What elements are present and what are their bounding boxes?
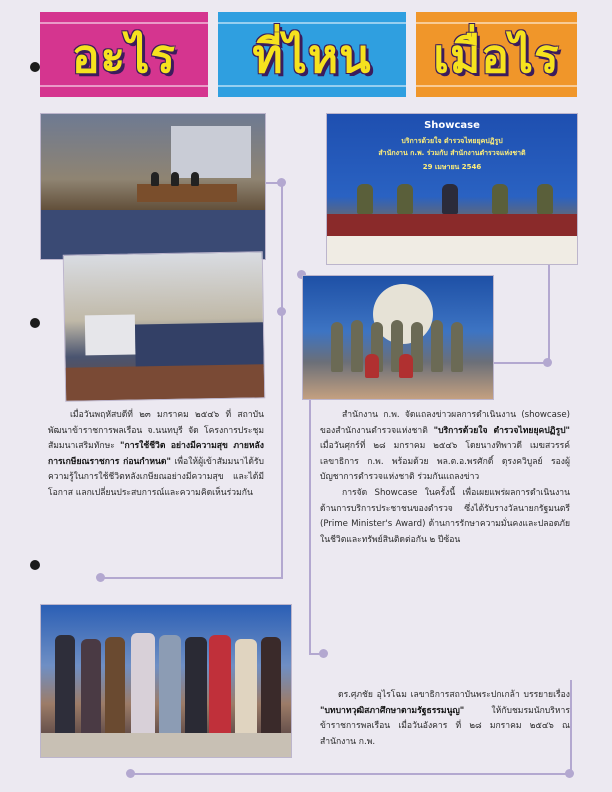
lecture-group-photo bbox=[40, 604, 292, 758]
connector-dot bbox=[96, 573, 105, 582]
connector-dot bbox=[543, 358, 552, 367]
binder-hole bbox=[30, 62, 40, 72]
showcase-p1-part-1: สำนักงาน ก.พ. จัดแถลงข่าวผลการดำเนินงาน (showcase) ของสำนักงานตำรวจแห่งชาติ bbox=[320, 410, 570, 436]
seminar-text-part-2: เพื่อให้ผู้เข้าสัมมนาได้รับความรู้ในการใช้ชีวิตหลังเกษียณอย่างมีความสุข และได้มีโอกาส แลกเปลี่ยนประสบการณ์และความคิดเห็นร่วมกัน bbox=[48, 456, 265, 498]
showcase-banner-date: 29 เมษายน 2546 bbox=[422, 163, 482, 171]
header-word-when: เมื่อไร bbox=[433, 29, 560, 83]
header-word-what: อะไร bbox=[71, 29, 177, 83]
connector-dot bbox=[565, 769, 574, 778]
connector-line bbox=[570, 680, 572, 774]
showcase-article bbox=[320, 408, 570, 548]
lecture-text-part-1: ดร.ศุภชัย อุไรโฉม เลขาธิการสถาบันพระปกเกล้า บรรยายเรื่อง bbox=[338, 690, 570, 700]
showcase-banner-line-2: สำนักงาน ก.พ. ร่วมกับ สำนักงานตำรวจแห่งชาติ bbox=[378, 149, 526, 157]
lecture-title-bold: "บทบาทวุฒิสภาศึกษาตามรัฐธรรมนูญ" bbox=[320, 705, 465, 716]
seminar-title-bold: "การใช้ชีวิต อย่างมีความสุข ภายหลังการเกษียณราชการ ก่อนกำหนด" bbox=[48, 441, 264, 467]
lecture-room-photo bbox=[63, 251, 266, 401]
showcase-paragraph-2: การจัด Showcase ในครั้งนี้ เพื่อเผยแพร่ผลการดำเนินงานด้านการบริการประชาชนของตำรวจ ซึ่งได้รับรางวัลนายกรัฐมนตรี (Prime Minister's Award) ด้านการรักษาความมั่นคงและปลอดภัยในชีวิตและทรัพย์สินติดต่อกัน ๒ ปีซ้อน bbox=[320, 487, 570, 545]
connector-dot bbox=[126, 769, 135, 778]
showcase-banner-line-1: บริการด้วยใจ ตำรวจไทยยุคปฏิรูป bbox=[401, 137, 503, 145]
connector-dot bbox=[277, 307, 286, 316]
connector-line bbox=[309, 398, 311, 654]
showcase-press-photo bbox=[326, 113, 578, 265]
showcase-group-photo bbox=[302, 275, 494, 400]
showcase-p1-part-2: เมื่อวันศุกร์ที่ ๒๘ มกราคม ๒๕๔๖ โดยนางทิพาวดี เมฆสวรรค์ เลขาธิการ ก.พ. พร้อมด้วย พล.ต.อ.พรศักดิ์ ดุรงควิบูลย์ รองผู้บัญชาการตำรวจแห่งชาติ ร่วมกันแถลงข่าว bbox=[320, 441, 570, 483]
connector-line bbox=[548, 263, 550, 363]
header-word-where: ที่ไหน bbox=[252, 29, 372, 83]
binder-hole bbox=[30, 560, 40, 570]
seminar-article bbox=[48, 408, 264, 502]
header-panel-what bbox=[40, 12, 208, 97]
connector-line bbox=[281, 182, 283, 578]
connector-dot bbox=[319, 649, 328, 658]
section-header bbox=[40, 12, 577, 97]
connector-line bbox=[100, 577, 283, 579]
lecture-article bbox=[320, 688, 570, 750]
showcase-banner-title: Showcase bbox=[424, 120, 480, 131]
header-panel-when bbox=[416, 12, 577, 97]
seminar-text-part-1: เมื่อวันพฤหัสบดีที่ ๒๓ มกราคม ๒๕๔๖ ที่ สถาบันพัฒนาข้าราชการพลเรือน จ.นนทบุรี จัด โครงการประชุมสัมมนาเสริมทักษะ bbox=[48, 410, 264, 452]
binder-hole bbox=[30, 318, 40, 328]
connector-line bbox=[130, 773, 572, 775]
header-panel-where bbox=[218, 12, 406, 97]
showcase-title-bold: "บริการด้วยใจ ตำรวจไทยยุคปฏิรูป" bbox=[433, 425, 571, 436]
seminar-hall-photo bbox=[40, 113, 266, 260]
lecture-text-part-2: ให้กับชมรมนักบริหารข้าราชการพลเรือน เมื่อวันอังคาร ที่ ๒๘ มกราคม ๒๕๔๖ ณ สำนักงาน ก.พ. bbox=[320, 705, 570, 747]
connector-line bbox=[492, 362, 550, 364]
